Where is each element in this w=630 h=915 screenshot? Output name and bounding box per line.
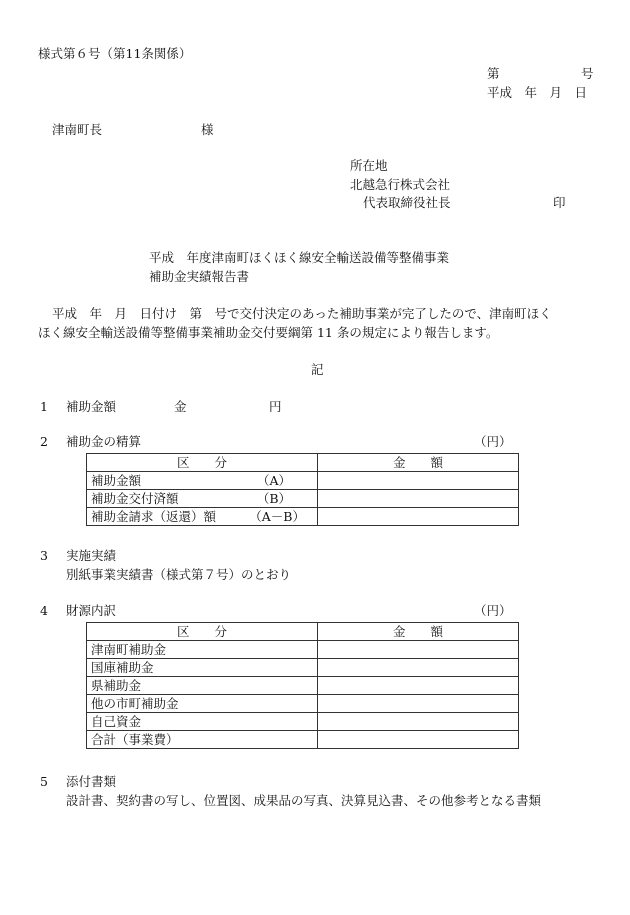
report-title-line2: 補助金実績報告書	[149, 269, 250, 284]
amount-header: 金 額	[318, 454, 519, 472]
sender-representative: 代表取締役社長	[363, 195, 451, 210]
section4-unit: （円）	[474, 603, 512, 618]
row-code: （A）	[256, 473, 291, 488]
section5-detail: 設計書、契約書の写し、位置図、成果品の写真、決算見込書、その他参考となる書類	[66, 793, 542, 808]
section1-kin: 金	[174, 399, 187, 414]
table-row	[87, 677, 519, 695]
report-title-line1: 平成 年度津南町ほくほく線安全輸送設備等整備事業	[149, 250, 450, 265]
row-code: （A－B）	[249, 509, 305, 524]
amount-cell	[318, 731, 519, 749]
amount-cell	[318, 641, 519, 659]
row-label: 補助金請求（返還）額	[91, 509, 217, 524]
section5-number: 5	[40, 774, 48, 789]
settlement-table	[86, 453, 519, 526]
amount-header: 金 額	[318, 623, 519, 641]
table-header-row	[87, 454, 519, 472]
row-label: 合計（事業費）	[87, 731, 318, 749]
section2-unit: （円）	[474, 434, 512, 449]
table-row	[87, 731, 519, 749]
addressee-honorific: 様	[201, 122, 214, 137]
row-label: 補助金交付済額	[91, 491, 179, 506]
ki-heading: 記	[311, 362, 324, 377]
addressee-name: 津南町長	[52, 122, 103, 137]
table-row	[87, 641, 519, 659]
section1-number: 1	[40, 399, 48, 414]
table-row	[87, 472, 519, 490]
sender-company: 北越急行株式会社	[350, 177, 451, 192]
section2-number: 2	[40, 434, 48, 449]
document-number-suffix: 号	[581, 66, 594, 81]
section3-number: 3	[40, 548, 48, 563]
table-row	[87, 713, 519, 731]
section2-label: 補助金の精算	[66, 434, 142, 449]
table-row	[87, 695, 519, 713]
section3-label: 実施実績	[66, 548, 117, 563]
amount-cell	[318, 713, 519, 731]
seal-mark: 印	[553, 195, 566, 210]
row-label: 県補助金	[87, 677, 318, 695]
amount-cell	[318, 508, 519, 526]
table-row	[87, 508, 519, 526]
row-label: 津南町補助金	[87, 641, 318, 659]
section3-detail: 別紙事業実績書（様式第７号）のとおり	[66, 567, 292, 582]
section5-label: 添付書類	[66, 774, 117, 789]
sender-address-label: 所在地	[350, 158, 388, 173]
row-label: 自己資金	[87, 713, 318, 731]
category-header: 区 分	[87, 454, 318, 472]
section4-label: 財源内訳	[66, 603, 117, 618]
row-label: 国庫補助金	[87, 659, 318, 677]
body-text-line1: 平成 年 月 日付け 第 号で交付決定のあった補助事業が完了したので、津南町ほく	[52, 306, 552, 321]
row-label: 他の市町補助金	[87, 695, 318, 713]
form-number: 様式第６号（第11条関係）	[38, 46, 192, 61]
category-header: 区 分	[87, 623, 318, 641]
row-code: （B）	[256, 491, 291, 506]
amount-cell	[318, 677, 519, 695]
section1-yen: 円	[269, 399, 282, 414]
section1-label: 補助金額	[66, 399, 117, 414]
section4-number: 4	[40, 603, 48, 618]
amount-cell	[318, 472, 519, 490]
amount-cell	[318, 695, 519, 713]
table-row	[87, 490, 519, 508]
amount-cell	[318, 659, 519, 677]
document-number-prefix: 第	[487, 66, 500, 81]
amount-cell	[318, 490, 519, 508]
table-row	[87, 659, 519, 677]
body-text-line2: ほく線安全輸送設備等整備事業補助金交付要綱第 11 条の規定により報告します。	[38, 325, 499, 340]
row-label: 補助金額	[91, 473, 142, 488]
document-date: 平成 年 月 日	[487, 85, 588, 100]
table-header-row	[87, 623, 519, 641]
funding-source-table	[86, 622, 519, 749]
